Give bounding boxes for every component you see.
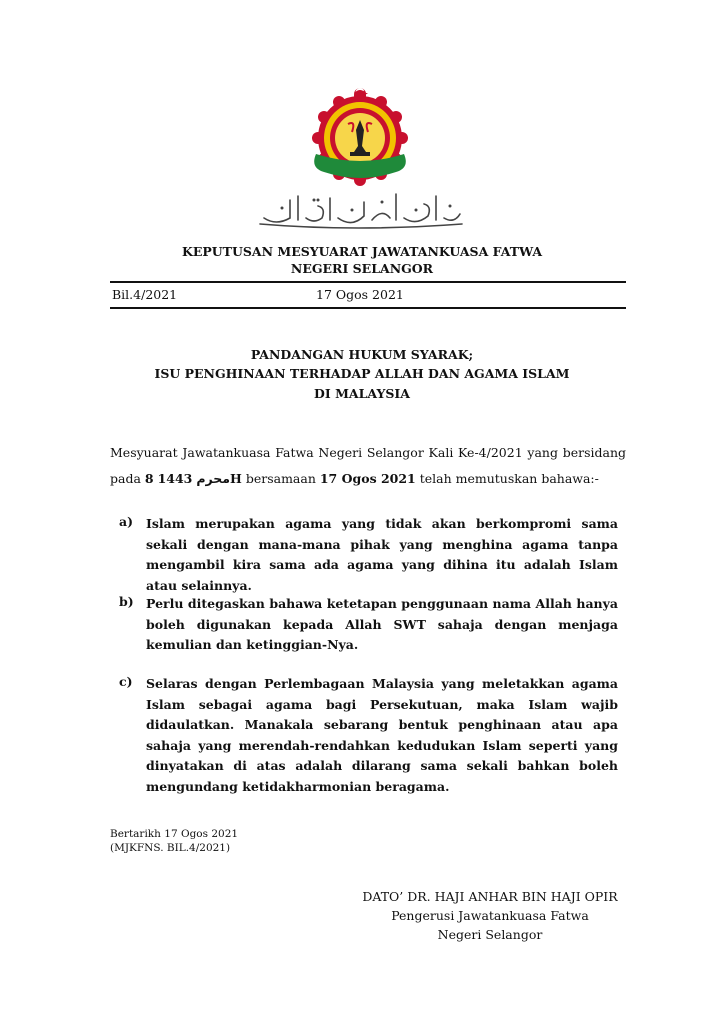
- hijri-month: محرم: [196, 471, 231, 486]
- resolution-marker-c: c): [119, 674, 133, 689]
- intro-prefix: pada: [110, 471, 145, 486]
- resolution-text-b: Perlu ditegaskan bahawa ketetapan penggunaan nama Allah hanya boleh digunakan kepada Allah SWT sahaja dengan menjaga kemulian dan ketinggian-Nya.: [146, 596, 618, 652]
- resolution-text-c: Selaras dengan Perlembagaan Malaysia yang meletakkan agama Islam sebagai agama bagi Persekutuan, maka Islam wajib didaulatkan. Manakala sebarang bentuk penghinaan atau apa sahaja yang merendah-rendahkan kedudukan Islam seperti yang dinyatakan di atas adalah dilarang sama sekali bahkan boleh mengundang ketidakharmonian beragama.: [146, 676, 618, 794]
- intro-mid: bersamaan: [241, 471, 320, 486]
- intro-line-2: [110, 466, 626, 492]
- document-title-line-1: KEPUTUSAN MESYUARAT JAWATANKUASA FATWA: [181, 244, 543, 259]
- department-arabic-calligraphy-logo: [256, 188, 466, 232]
- resolution-marker-a: a): [119, 514, 134, 529]
- hijri-day: 8: [144, 471, 154, 486]
- signatory-title: Pengerusi Jawatankuasa Fatwa: [391, 908, 589, 923]
- meeting-number: Bil.4/2021: [112, 287, 178, 302]
- header-divider-bottom: [110, 307, 626, 309]
- dated-line: Bertarikh 17 Ogos 2021: [110, 828, 239, 840]
- hijri-year: 1443H: [157, 471, 242, 486]
- meeting-date: 17 Ogos 2021: [316, 287, 404, 302]
- signatory-name: DATO’ DR. HAJI ANHAR BIN HAJI OPIR: [362, 889, 618, 904]
- header-divider-top: [110, 281, 626, 283]
- intro-line-1: Mesyuarat Jawatankuasa Fatwa Negeri Selangor Kali Ke-4/2021 yang bersidang: [110, 445, 626, 460]
- signatory-state: Negeri Selangor: [437, 927, 543, 942]
- gregorian-date: 17 Ogos 2021: [319, 471, 416, 486]
- subject-line-2: ISU PENGHINAAN TERHADAP ALLAH DAN AGAMA ISLAM: [154, 366, 570, 381]
- resolution-text-a: Islam merupakan agama yang tidak akan berkompromi sama sekali dengan mana-mana pihak yang menghina agama tanpa mengambil kira sama ada agama yang dihina itu adalah Islam atau selainnya.: [146, 516, 618, 593]
- intro-suffix: telah memutuskan bahawa:-: [415, 471, 599, 486]
- selangor-mufti-crest-icon: [300, 86, 420, 188]
- subject-line-3: DI MALAYSIA: [314, 386, 410, 401]
- reference-number: (MJKFNS. BIL.4/2021): [110, 842, 231, 854]
- document-title-line-2: NEGERI SELANGOR: [290, 261, 434, 276]
- subject-line-1: PANDANGAN HUKUM SYARAK;: [250, 347, 474, 362]
- resolution-marker-b: b): [119, 594, 134, 609]
